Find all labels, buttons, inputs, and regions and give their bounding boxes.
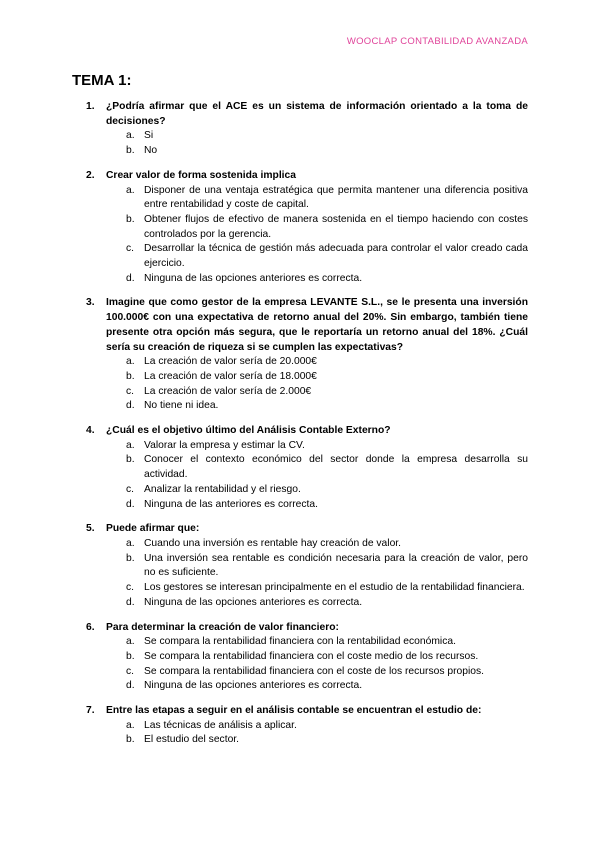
option-text: Ninguna de las opciones anteriores es correcta. — [144, 596, 363, 608]
option-text: Se compara la rentabilidad financiera con el coste medio de los recursos. — [144, 650, 479, 662]
answer-option — [72, 184, 528, 213]
answer-option — [72, 635, 528, 650]
question-number: 1. — [86, 101, 95, 112]
option-letter: a. — [126, 719, 135, 731]
question-text: ¿Cuál es el objetivo último del Análisis Contable Externo? — [106, 425, 391, 437]
option-text: No — [144, 145, 158, 157]
answer-option — [72, 144, 528, 159]
option-letter: d. — [126, 272, 135, 284]
question-text: ¿Podría afirmar que el ACE es un sistema de información orientado a la toma de decisiones? — [106, 101, 528, 127]
option-letter: a. — [126, 439, 135, 451]
option-text: La creación de valor sería de 20.000€ — [144, 356, 317, 368]
question-7 — [72, 704, 528, 748]
question-heading — [72, 169, 528, 184]
question-heading — [72, 704, 528, 719]
option-list — [72, 537, 528, 611]
option-letter: d. — [126, 596, 135, 608]
answer-option — [72, 453, 528, 482]
document-header: WOOCLAP CONTABILIDAD AVANZADA — [346, 36, 528, 47]
option-letter: b. — [126, 454, 135, 466]
question-list — [72, 100, 528, 758]
question-5 — [72, 522, 528, 610]
question-3 — [72, 296, 528, 414]
answer-option — [72, 439, 528, 454]
option-letter: b. — [126, 213, 135, 225]
answer-option — [72, 498, 528, 513]
question-heading — [72, 621, 528, 636]
question-heading — [72, 100, 528, 129]
answer-option — [72, 385, 528, 400]
option-text: Disponer de una ventaja estratégica que permita mantener una diferencia positiva entre rentabilidad y coste de capital. — [144, 184, 528, 211]
answer-option — [72, 537, 528, 552]
option-text: Analizar la rentabilidad y el riesgo. — [144, 483, 301, 495]
option-list — [72, 184, 528, 287]
question-2 — [72, 169, 528, 287]
option-text: Desarrollar la técnica de gestión más adecuada para controlar el valor creado cada ejercicio. — [144, 243, 528, 270]
question-6 — [72, 621, 528, 695]
question-number: 6. — [86, 621, 95, 633]
option-list — [72, 129, 528, 158]
answer-option — [72, 581, 528, 596]
answer-option — [72, 370, 528, 385]
question-text: Para determinar la creación de valor financiero: — [106, 621, 339, 633]
question-text: Imagine que como gestor de la empresa LEVANTE S.L., se le presenta una inversión 100.000€ con una expectativa de retorno anual del 20%. Sin embargo, también tiene presente otra opción más segura, que le reportaría un retorno anual del 18%. ¿Cuál sería su creación de riqueza si se cumplen las expectativas? — [106, 297, 528, 353]
answer-option — [72, 242, 528, 271]
option-text: La creación de valor sería de 2.000€ — [144, 385, 312, 397]
question-number: 5. — [86, 523, 95, 535]
option-letter: d. — [126, 680, 135, 692]
option-text: Las técnicas de análisis a aplicar. — [144, 719, 297, 731]
option-text: Conocer el contexto económico del sector donde la empresa desarrolla su actividad. — [144, 454, 528, 481]
answer-option — [72, 733, 528, 748]
answer-option — [72, 596, 528, 611]
section-title: TEMA 1: — [72, 72, 132, 89]
answer-option — [72, 355, 528, 370]
answer-option — [72, 719, 528, 734]
answer-option — [72, 665, 528, 680]
option-letter: b. — [126, 734, 135, 746]
answer-option — [72, 679, 528, 694]
question-text: Crear valor de forma sostenida implica — [106, 169, 296, 181]
question-number: 7. — [86, 705, 95, 717]
option-text: Una inversión sea rentable es condición necesaria para la creación de valor, pero no es suficiente. — [144, 552, 528, 579]
option-letter: c. — [126, 385, 135, 397]
option-letter: a. — [126, 184, 135, 196]
option-letter: a. — [126, 130, 135, 142]
question-heading — [72, 424, 528, 439]
option-text: Valorar la empresa y estimar la CV. — [144, 439, 305, 451]
question-heading — [72, 296, 528, 355]
question-text: Entre las etapas a seguir en el análisis contable se encuentran el estudio de: — [106, 705, 482, 717]
option-letter: b. — [126, 552, 135, 564]
option-text: Obtener flujos de efectivo de manera sostenida en el tiempo haciendo con costes controlados por la gerencia. — [144, 213, 528, 240]
question-heading — [72, 522, 528, 537]
answer-option — [72, 552, 528, 581]
answer-option — [72, 399, 528, 414]
option-text: Ninguna de las opciones anteriores es correcta. — [144, 680, 363, 692]
option-text: No tiene ni idea. — [144, 400, 219, 412]
option-text: Se compara la rentabilidad financiera con el coste de los recursos propios. — [144, 665, 484, 677]
option-list — [72, 719, 528, 748]
option-text: Los gestores se interesan principalmente en el estudio de la rentabilidad financiera. — [144, 582, 525, 594]
option-text: Se compara la rentabilidad financiera con la rentabilidad económica. — [144, 636, 456, 648]
option-text: Cuando una inversión es rentable hay creación de valor. — [144, 537, 402, 549]
option-letter: c. — [126, 483, 135, 495]
option-letter: d. — [126, 498, 135, 510]
option-letter: c. — [126, 243, 135, 255]
option-letter: b. — [126, 370, 135, 382]
option-letter: c. — [126, 582, 135, 594]
option-letter: c. — [126, 665, 135, 677]
answer-option — [72, 272, 528, 287]
option-text: Ninguna de las anteriores es correcta. — [144, 498, 318, 510]
option-list — [72, 355, 528, 414]
question-text: Puede afirmar que: — [106, 523, 200, 535]
question-number: 2. — [86, 169, 95, 181]
option-text: Si — [144, 130, 154, 142]
option-letter: b. — [126, 145, 135, 157]
option-letter: a. — [126, 356, 135, 368]
answer-option — [72, 213, 528, 242]
option-list — [72, 439, 528, 513]
option-text: El estudio del sector. — [144, 734, 240, 746]
answer-option — [72, 483, 528, 498]
option-list — [72, 635, 528, 694]
question-1 — [72, 100, 528, 159]
question-number: 4. — [86, 425, 95, 437]
question-number: 3. — [86, 297, 95, 309]
answer-option — [72, 650, 528, 665]
option-letter: a. — [126, 636, 135, 648]
question-4 — [72, 424, 528, 512]
option-letter: a. — [126, 537, 135, 549]
answer-option — [72, 129, 528, 144]
option-text: Ninguna de las opciones anteriores es correcta. — [144, 272, 363, 284]
option-text: La creación de valor sería de 18.000€ — [144, 370, 317, 382]
option-letter: b. — [126, 650, 135, 662]
option-letter: d. — [126, 400, 135, 412]
